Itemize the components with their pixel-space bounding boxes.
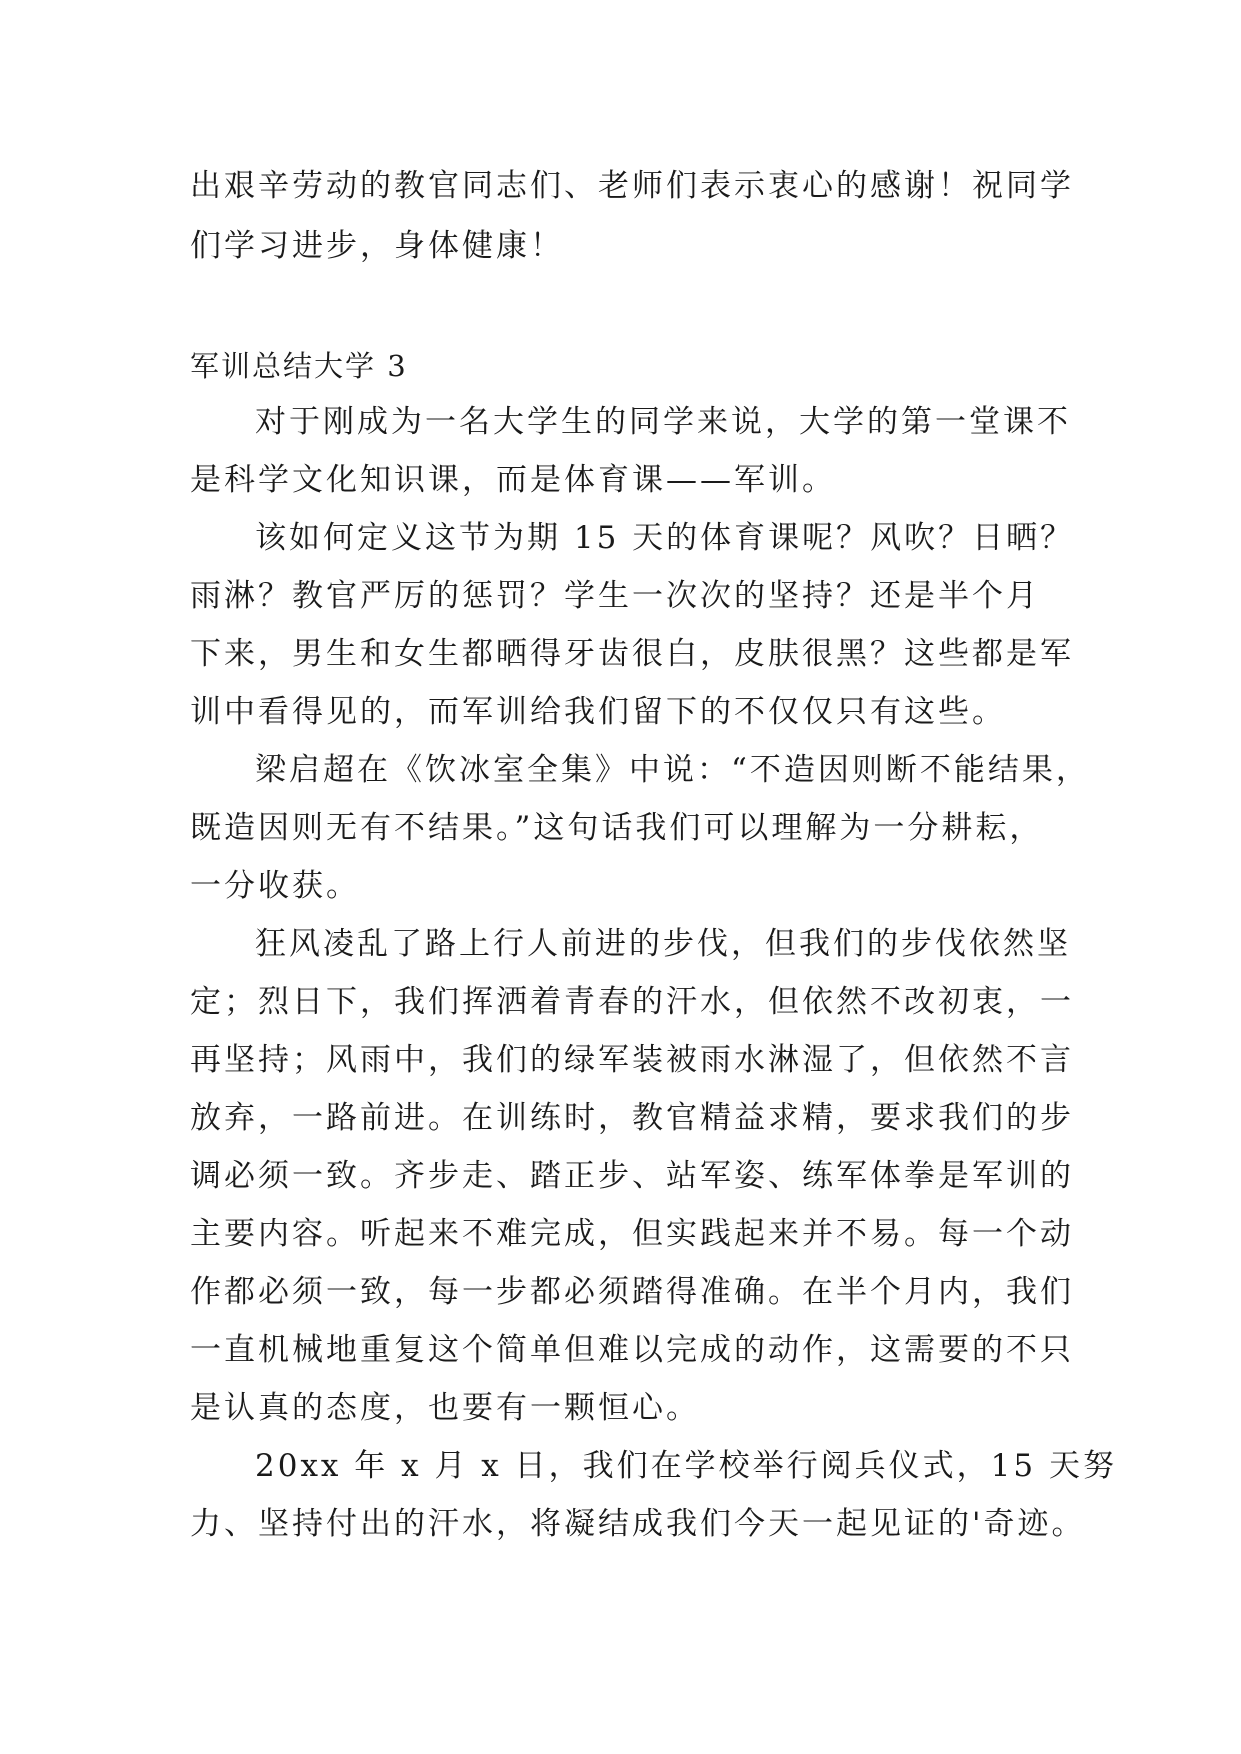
text-line: 一分收获。 <box>190 868 360 904</box>
section-heading: 军训总结大学 3 <box>190 349 408 383</box>
text-line: 对于刚成为一名大学生的同学来说，大学的第一堂课不 <box>255 404 1071 440</box>
text-line: 既造因则无有不结果。”这句话我们可以理解为一分耕耘， <box>190 810 1044 846</box>
text-line: 雨淋？教官严厉的惩罚？学生一次次的坚持？还是半个月 <box>190 578 1040 614</box>
text-line: 狂风凌乱了路上行人前进的步伐，但我们的步伐依然坚 <box>255 926 1071 962</box>
text-line: 再坚持；风雨中，我们的绿军装被雨水淋湿了，但依然不言 <box>190 1042 1074 1078</box>
text-line: 调必须一致。齐步走、踏正步、站军姿、练军体拳是军训的 <box>190 1158 1074 1194</box>
text-line: 力、坚持付出的汗水，将凝结成我们今天一起见证的'奇迹。 <box>190 1506 1086 1542</box>
text-line: 是认真的态度，也要有一颗恒心。 <box>190 1390 700 1426</box>
text-line: 该如何定义这节为期 15 天的体育课呢？风吹？日晒？ <box>255 520 1075 556</box>
text-line: 梁启超在《饮冰室全集》中说：“不造因则断不能结果， <box>255 752 1090 788</box>
text-line: 一直机械地重复这个简单但难以完成的动作，这需要的不只 <box>190 1332 1074 1368</box>
text-line: 出艰辛劳动的教官同志们、老师们表示衷心的感谢！祝同学 <box>190 168 1074 204</box>
text-line: 20xx 年 x 月 x 日，我们在学校举行阅兵仪式，15 天努 <box>255 1448 1117 1484</box>
text-line: 是科学文化知识课，而是体育课——军训。 <box>190 462 836 498</box>
text-line: 主要内容。听起来不难完成，但实践起来并不易。每一个动 <box>190 1216 1074 1252</box>
text-line: 下来，男生和女生都晒得牙齿很白，皮肤很黑？这些都是军 <box>190 636 1074 672</box>
text-line: 作都必须一致，每一步都必须踏得准确。在半个月内，我们 <box>190 1274 1074 1310</box>
text-line: 们学习进步，身体健康！ <box>190 228 564 264</box>
text-line: 训中看得见的，而军训给我们留下的不仅仅只有这些。 <box>190 694 1006 730</box>
text-line: 放弃，一路前进。在训练时，教官精益求精，要求我们的步 <box>190 1100 1074 1136</box>
text-line: 定；烈日下，我们挥洒着青春的汗水，但依然不改初衷，一 <box>190 984 1074 1020</box>
